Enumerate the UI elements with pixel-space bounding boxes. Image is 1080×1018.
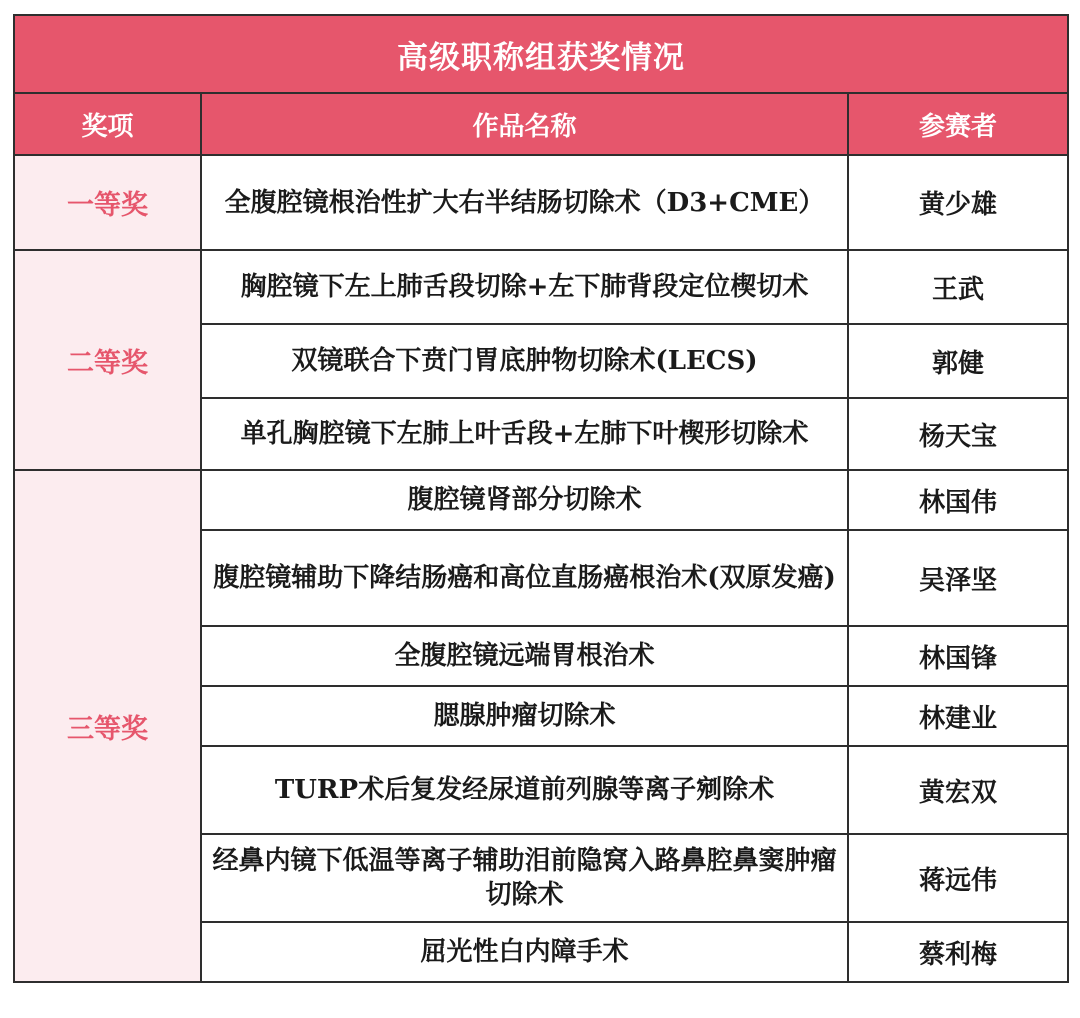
awards-table	[13, 14, 1069, 983]
work-title: 经鼻内镜下低温等离子辅助泪前隐窝入路鼻腔鼻窦肿瘤切除术	[201, 834, 848, 922]
work-title: 双镜联合下贲门胃底肿物切除术(LECS)	[201, 324, 848, 398]
work-title: TURP术后复发经尿道前列腺等离子剜除术	[201, 746, 848, 834]
participant-name: 黄宏双	[848, 746, 1068, 834]
header-row	[14, 93, 1068, 155]
header-award: 奖项	[14, 93, 201, 155]
work-title: 全腹腔镜远端胃根治术	[201, 626, 848, 686]
participant-name: 吴泽坚	[848, 530, 1068, 626]
title-row	[14, 15, 1068, 93]
table-row	[14, 250, 1068, 324]
work-title: 屈光性白内障手术	[201, 922, 848, 982]
participant-name: 郭健	[848, 324, 1068, 398]
participant-name: 杨天宝	[848, 398, 1068, 470]
table-row	[14, 155, 1068, 250]
participant-name: 蒋远伟	[848, 834, 1068, 922]
work-title: 胸腔镜下左上肺舌段切除+左下肺背段定位楔切术	[201, 250, 848, 324]
work-title: 全腹腔镜根治性扩大右半结肠切除术（D3+CME）	[201, 155, 848, 250]
participant-name: 林国锋	[848, 626, 1068, 686]
header-work: 作品名称	[201, 93, 848, 155]
participant-name: 林建业	[848, 686, 1068, 746]
work-title: 单孔胸腔镜下左肺上叶舌段+左肺下叶楔形切除术	[201, 398, 848, 470]
participant-name: 林国伟	[848, 470, 1068, 530]
table-row	[14, 470, 1068, 530]
table-title: 高级职称组获奖情况	[14, 15, 1068, 93]
participant-name: 黄少雄	[848, 155, 1068, 250]
award-third: 三等奖	[14, 470, 201, 982]
award-first: 一等奖	[14, 155, 201, 250]
participant-name: 蔡利梅	[848, 922, 1068, 982]
work-title: 腹腔镜肾部分切除术	[201, 470, 848, 530]
header-participant: 参赛者	[848, 93, 1068, 155]
award-second: 二等奖	[14, 250, 201, 470]
work-title: 腹腔镜辅助下降结肠癌和高位直肠癌根治术(双原发癌)	[201, 530, 848, 626]
work-title: 腮腺肿瘤切除术	[201, 686, 848, 746]
participant-name: 王武	[848, 250, 1068, 324]
